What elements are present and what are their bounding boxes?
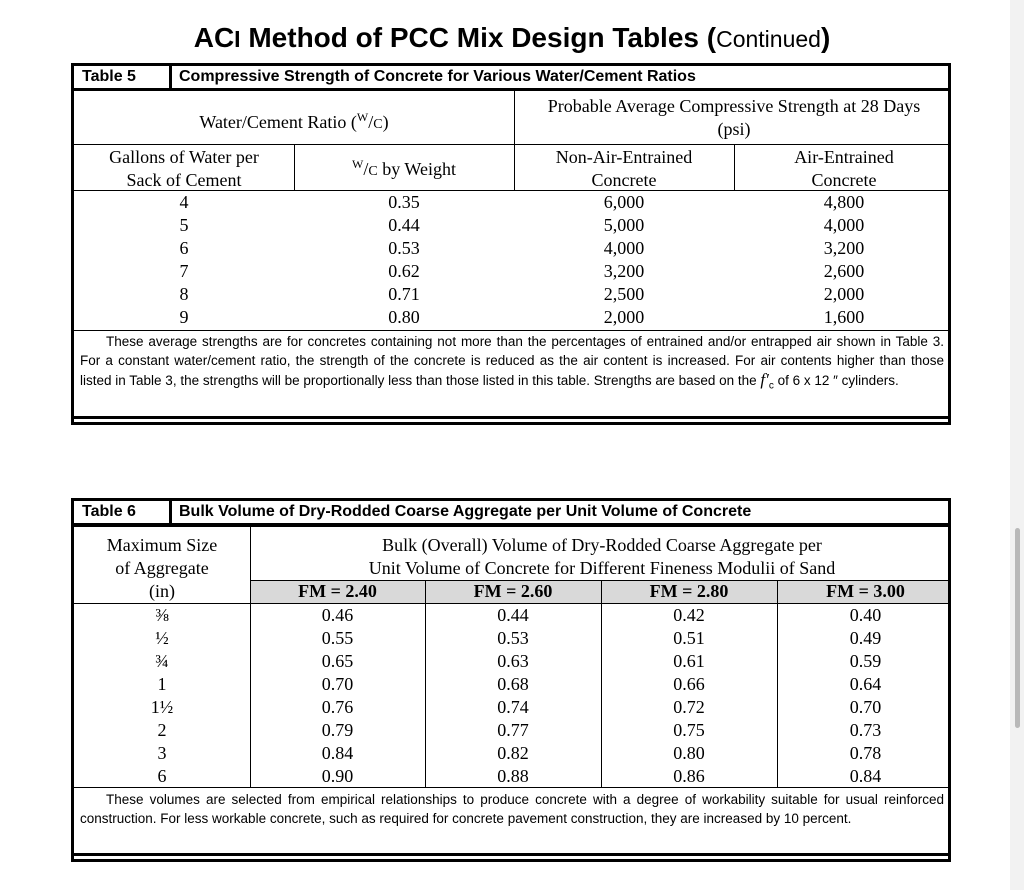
- table-row: 4,800: [823, 192, 865, 212]
- table-row: 0.74: [497, 697, 529, 717]
- fm-240-column: [250, 604, 425, 788]
- table-row: 0.70: [849, 697, 882, 717]
- table-row: 0.62: [388, 261, 420, 281]
- table-5-title: Compressive Strength of Concrete for Various Water/Cement Ratios: [179, 68, 696, 85]
- table-row: 0.44: [388, 215, 420, 235]
- table-row: 0.86: [673, 766, 705, 786]
- table-row: 2: [157, 720, 167, 740]
- table-row: 7: [179, 261, 189, 281]
- table-row: 8: [179, 284, 189, 304]
- table-row: 0.53: [497, 628, 529, 648]
- fm-240-header: FM = 2.40: [298, 581, 377, 601]
- table-row: 2,600: [823, 261, 865, 281]
- fm-300-header: FM = 3.00: [826, 581, 905, 601]
- table-5-note: These average strengths are for concretes containing not more than the percentages of entrained and/or entrapped air shown in Table 3. For a constant water/cement ratio, the strength of the concrete is reduced as the air content is increased. For air contents higher than those listed in Table 3, the strengths will be proportionally less than those listed in this table. Strengths are based on the $f'_c$ of 6 x 12 ″ cylinders.: [80, 334, 944, 392]
- table-row: 4: [179, 192, 189, 212]
- table-6: [71, 498, 951, 862]
- table-6-caption: [74, 501, 948, 526]
- table-row: 5: [179, 215, 189, 235]
- air-column: [734, 191, 954, 329]
- table-row: 0.76: [321, 697, 354, 717]
- table-row: 0.77: [497, 720, 529, 740]
- wc-column: [294, 191, 514, 329]
- table-row: 0.40: [849, 605, 882, 625]
- table-row: 0.70: [321, 674, 354, 694]
- table-row: 0.80: [673, 743, 705, 763]
- max-size-header: Maximum Size of Aggregate (in): [106, 535, 218, 601]
- wc-weight-header: $^W$/C by Weight: [352, 157, 456, 179]
- table-row: ¾: [155, 651, 169, 671]
- non-air-column: [514, 191, 734, 329]
- table-row: 0.79: [321, 720, 354, 740]
- air-header: Air-Entrained Concrete: [794, 147, 894, 190]
- table-row: 3: [157, 743, 167, 763]
- table-row: 0.84: [321, 743, 354, 763]
- table-row: 0.71: [388, 284, 420, 304]
- table-row: 0.84: [849, 766, 882, 786]
- bulk-volume-header: Bulk (Overall) Volume of Dry-Rodded Coarse Aggregate per Unit Volume of Concrete for Different Fineness Modulii of Sand: [368, 535, 836, 578]
- table-row: 2,000: [823, 284, 865, 304]
- table-row: 0.73: [849, 720, 882, 740]
- table-row: 0.75: [673, 720, 705, 740]
- table-5: [71, 63, 951, 425]
- table-row: 3,200: [823, 238, 865, 258]
- max-size-column: [74, 604, 250, 788]
- table-row: 4,000: [823, 215, 865, 235]
- table-row: 0.72: [673, 697, 705, 717]
- table-row: 6: [157, 766, 167, 786]
- strength-header: Probable Average Compressive Strength at 28 Days (psi): [547, 96, 921, 139]
- table-row: 5,000: [603, 215, 645, 235]
- table-row: 3,200: [603, 261, 645, 281]
- table-6-title: Bulk Volume of Dry-Rodded Coarse Aggregate per Unit Volume of Concrete: [179, 503, 752, 520]
- table-6-note: These volumes are selected from empirical relationships to produce concrete with a degree of workability suitable for usual reinforced construction. For less workable concrete, such as required for concrete pavement construction, they are increased by 10 percent.: [80, 792, 944, 826]
- gallons-column: [74, 191, 294, 329]
- table-5-caption: [74, 66, 948, 91]
- fm-260-header: FM = 2.60: [473, 581, 553, 601]
- table-row: 9: [179, 307, 189, 327]
- table-row: 0.35: [388, 192, 420, 212]
- table-row: 0.51: [673, 628, 705, 648]
- table-row: 0.61: [673, 651, 705, 671]
- table-row: 0.64: [849, 674, 882, 694]
- scrollbar-thumb[interactable]: [1015, 528, 1020, 728]
- table-row: 6: [179, 238, 189, 258]
- fm-300-column: [777, 604, 954, 788]
- table-row: 2,000: [603, 307, 645, 327]
- gallons-header: Gallons of Water per Sack of Cement: [109, 147, 259, 190]
- table-row: 0.49: [849, 628, 882, 648]
- page-title: ACI Method of PCC Mix Design Tables (Continued): [193, 22, 831, 53]
- table-row: 0.78: [849, 743, 882, 763]
- table-row: 1½: [150, 697, 174, 717]
- table-row: ½: [155, 628, 169, 648]
- table-row: 0.42: [673, 605, 705, 625]
- table-row: 1,600: [823, 307, 865, 327]
- table-row: 1: [157, 674, 167, 694]
- table-row: 4,000: [603, 238, 645, 258]
- table-row: ⅜: [155, 605, 169, 625]
- table-row: 0.59: [849, 651, 882, 671]
- table-row: 0.90: [321, 766, 354, 786]
- wc-ratio-header: Water/Cement Ratio ($^W$/C): [199, 110, 389, 132]
- table-row: 0.65: [321, 651, 354, 671]
- table-row: 0.82: [497, 743, 529, 763]
- table-row: 0.66: [673, 674, 705, 694]
- table-row: 0.44: [497, 605, 529, 625]
- table-row: 0.68: [497, 674, 529, 694]
- fm-280-header: FM = 2.80: [649, 581, 729, 601]
- table-row: 6,000: [603, 192, 645, 212]
- table-row: 0.88: [497, 766, 529, 786]
- table-row: 0.53: [388, 238, 420, 258]
- fm-260-column: [425, 604, 601, 788]
- fm-280-column: [601, 604, 777, 788]
- table-row: 0.63: [497, 651, 529, 671]
- table-row: 2,500: [603, 284, 645, 304]
- table-row: 0.55: [321, 628, 354, 648]
- table-5-number: Table 5: [82, 68, 136, 85]
- table-row: 0.46: [321, 605, 354, 625]
- non-air-header: Non-Air-Entrained Concrete: [555, 147, 693, 190]
- table-6-number: Table 6: [82, 503, 136, 520]
- table-row: 0.80: [388, 307, 420, 327]
